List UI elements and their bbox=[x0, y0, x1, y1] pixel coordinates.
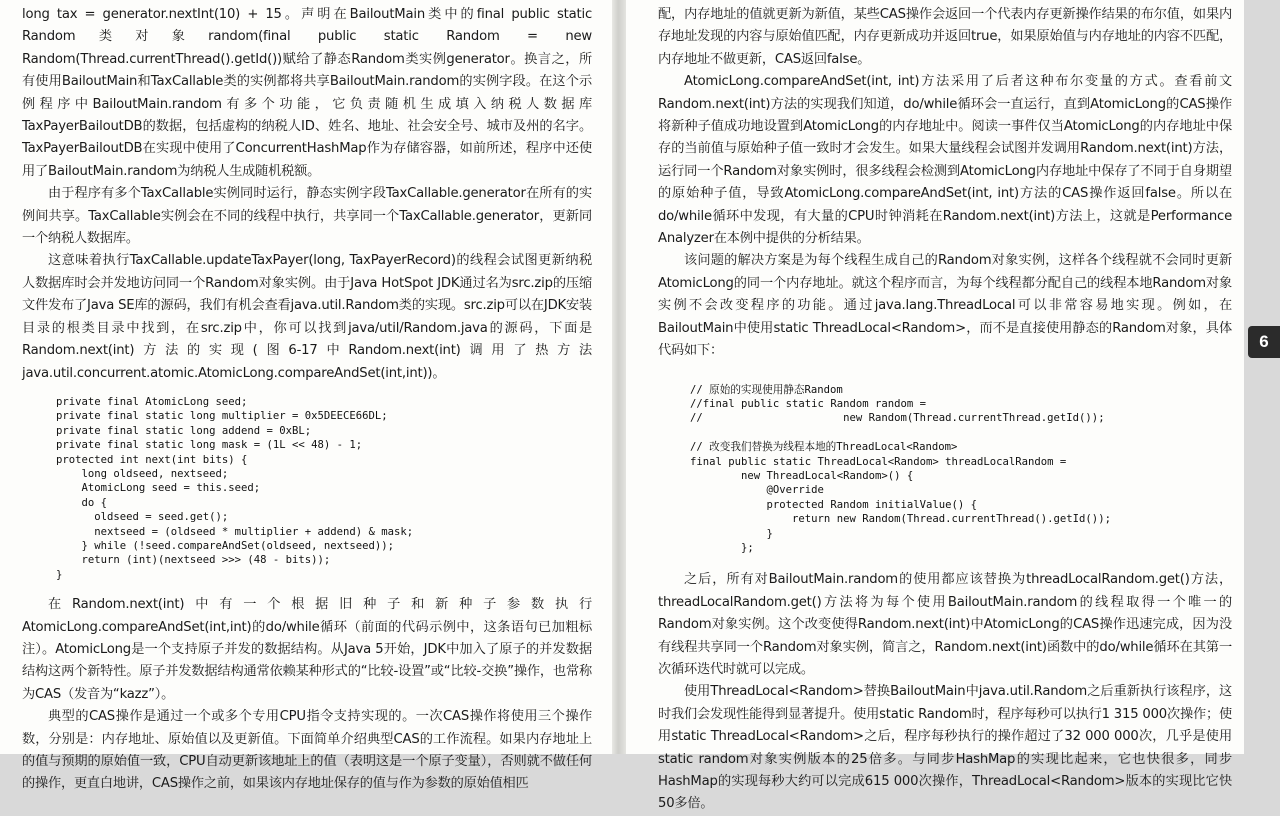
right-paragraph-2: AtomicLong.compareAndSet(int, int)方法采用了后者这种布尔变量的方式。查看前文Random.next(int)方法的实现我们知道，do/while循环会一直运行，直到AtomicLong的CAS操作将新种子值成功地设置到AtomicLong的内存地址中。阅读一事件仅当AtomicLong的内存地址中保存的当前值与原始种子值一致时才会发生。如果大量线程会试图并发调用Random.next(int)方法，运行同一个Random对象实例时，很多线程会检测到AtomicLong内存地址中保存了不同于自身期望的原始种子值，导致AtomicLong.compareAndSet(int, int)方法的CAS操作返回false。所以在do/while循环中发现，有大量的CPU时钟消耗在Random.next(int)方法上，这就是Performance Analyzer在本例中提供的分析结果。 bbox=[658, 74, 1232, 247]
left-page bbox=[0, 0, 612, 792]
right-paragraph-3: 该问题的解决方案是为每个线程生成自己的Random对象实例，这样各个线程就不会同时更新AtomicLong的同一个内存地址。就这个程序而言，为每个线程都分配自己的线程本地Random对象实例不会改变程序的功能。通过java.lang.ThreadLocal可以非常容易地实现。例如，在BailoutMain中使用static ThreadLocal<Random>，而不是直接使用静态的Random对象，具体代码如下： bbox=[658, 253, 1232, 359]
book-gutter bbox=[612, 0, 626, 754]
chapter-tab: 6 bbox=[1248, 326, 1280, 358]
left-paragraph-5: 典型的CAS操作是通过一个或多个专用CPU指令支持实现的。一次CAS操作将使用三个操作数，分别是：内存地址、原始值以及更新值。下面简单介绍典型CAS的工作流程。如果内存地址上的值与预期的原始值一致，CPU自动更新该地址上的值（表明这是一个原子变量），否则就不做任何的操作，更直白地讲，CAS操作之前，如果该内存地址保存的值与作为参数的原始值相匹 bbox=[22, 709, 592, 792]
right-page bbox=[626, 0, 1244, 812]
left-paragraph-3: 这意味着执行TaxCallable.updateTaxPayer(long, TaxPayerRecord)的线程会试图更新纳税人数据库时会并发地访问同一个Random对象实例。由于Java HotSpot JDK通过名为src.zip的压缩文件发布了Java SE库的源码，我们有机会查看java.util.Random类的实现。src.zip可以在JDK安装目录的根类目录中找到，在src.zip中，你可以找到java/util/Random.java的源码，下面是Random.next(int)方法的实现(图6-17中Random.next(int)调用了热方法java.util.concurrent.atomic.AtomicLong.compareAndSet(int,int))。 bbox=[22, 253, 592, 381]
right-code-listing: // 原始的实现使用静态Random //final public static Random random = // new Random(Thread.currentThread.getId()); // 改变我们替换为线程本地的ThreadLocal<Random> final public static ThreadLocal<Random> threadLocalRandom = new ThreadLocal<Random>() { @Override protected Random initialValue() { return new Random(Thread.currentThread().getId()); } }; bbox=[690, 383, 1111, 554]
right-paragraph-5: 使用ThreadLocal<Random>替换BailoutMain中java.util.Random之后重新执行该程序，这时我们会发现性能得到显著提升。使用static Random时，程序每秒可以执行1 315 000次操作；使用static ThreadLocal<Random>之后，程序每秒执行的操作超过了32 000 000次，几乎是使用static random对象实例版本的25倍多。与同步HashMap的实现比起来，它也快很多，同步HashMap的实现每秒大约可以完成615 000次操作，ThreadLocal<Random>版本的实现比它快50多倍。 bbox=[658, 684, 1232, 812]
right-paragraph-1: 配，内存地址的值就更新为新值，某些CAS操作会返回一个代表内存更新操作结果的布尔值，如果内存地址发现的内容与原始值匹配，内存更新成功并返回true，如果原始值与内存地址的内容不匹配，内存地址不做更新，CAS返回false。 bbox=[658, 7, 1232, 67]
left-paragraph-1: long tax = generator.nextInt(10) + 15。声明在BailoutMain类中的final public static Random类对象random(final public static Random = new Random(Thread.currentThread().getId())赋给了静态Random类实例generator。换言之，所有使用BailoutMain和TaxCallable类的实例都将共享BailoutMain.random的实例字段。在这个示例程序中BailoutMain.random有多个功能，它负责随机生成填入纳税人数据库TaxPayerBailoutDB的数据，包括虚构的纳税人ID、姓名、地址、社会安全号、城市及州的名字。TaxPayerBailoutDB在实现中使用了ConcurrentHashMap作为存储容器，如前所述，程序中还使用了BailoutMain.random为纳税人生成随机税额。 bbox=[22, 7, 592, 179]
left-paragraph-2: 由于程序有多个TaxCallable实例同时运行，静态实例字段TaxCallable.generator在所有的实例间共享。TaxCallable实例会在不同的线程中执行，共享同一个TaxCallable.generator，更新同一个纳税人数据库。 bbox=[22, 186, 592, 247]
right-paragraph-4: 之后，所有对BailoutMain.random的使用都应该替换为threadLocalRandom.get()方法，threadLocalRandom.get()方法将为每个使用BailoutMain.random的线程取得一个唯一的Random对象实例。这个改变使得Random.next(int)中AtomicLong的CAS操作迅速完成，因为没有线程共享同一个Random对象实例，简言之，Random.next(int)函数中的do/while循环在其第一次循环迭代时就可以完成。 bbox=[658, 572, 1232, 677]
left-paragraph-4: 在Random.next(int)中有一个根据旧种子和新种子参数执行AtomicLong.compareAndSet(int,int)的do/while循环（前面的代码示例中，这条语句已加粗标注）。AtomicLong是一个支持原子并发的数据结构。从Java 5开始，JDK中加入了原子的并发数据结构这两个新特性。原子并发数据结构通常依赖某种形式的“比较-设置”或“比较-交换”操作，也常称为CAS（发音为“kazz”）。 bbox=[22, 597, 592, 702]
left-code-listing: private final AtomicLong seed; private final static long multiplier = 0x5DEECE66DL; private final static long addend = 0xBL; private final static long mask = (1L << 48) - 1; protected int next(int bits) { long oldseed, nextseed; AtomicLong seed = this.seed; do { oldseed = seed.get(); nextseed = (oldseed * multiplier + addend) & mask; } while (!seed.compareAndSet(oldseed, nextseed)); return (int)(nextseed >>> (48 - bits)); } bbox=[56, 395, 414, 581]
